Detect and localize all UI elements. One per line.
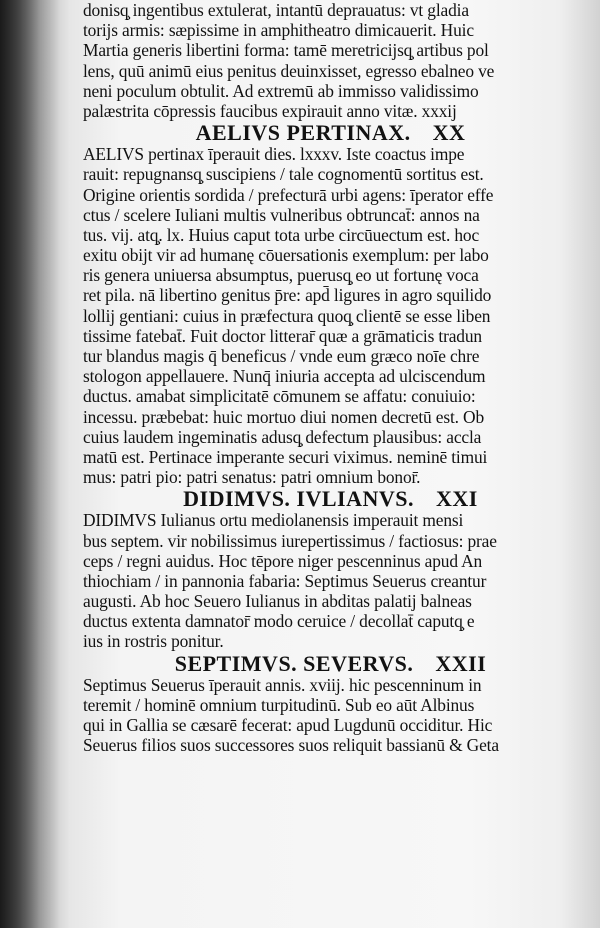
chapter-number: XXI: [436, 486, 478, 512]
text-line: Seuerus filios suos successores suos reliquit bassianū & Geta: [83, 735, 499, 756]
text-line: mus: patri pio: patri senatus: patri omnium bonor̄.: [83, 467, 421, 488]
text-line: ductus. amabat simplicitatē cōmunem se affatu: conuiuio:: [83, 386, 476, 407]
text-line: rauit: repugnansq̧ suscipiens / tale cognomentū sortitus est.: [83, 164, 484, 185]
chapter-title: AELIVS PERTINAX.: [195, 120, 411, 146]
text-line: augusti. Ab hoc Seuero Iulianus in abditas palatij balneas: [83, 591, 472, 612]
chapter-title: SEPTIMVS. SEVERVS.: [174, 650, 414, 676]
text-line: Origine orientis sordida / prefecturā urbi agens: īperator effe: [83, 184, 494, 205]
text-line: torijs armis: sæpissime in amphitheatro dimicauerit. Huic: [83, 20, 474, 41]
text-line: Septimus Seuerus īperauit annis. xviij. hic pescenninum in: [83, 674, 482, 695]
text-line: incessu. præbebat: huic mortuo diui nomen decretū est. Ob: [83, 406, 485, 427]
text-line: tissime fatebat̄. Fuit doctor litterar̄ quæ a grāmaticis tradun: [83, 325, 482, 346]
text-line: AELIVS pertinax īperauit dies. lxxxv. Iste coactus impe: [83, 144, 465, 165]
text-line: cuius laudem ingeminatis adusq̧ defectum plausibus: accla: [83, 426, 482, 447]
chapter-heading: [83, 488, 578, 510]
binding-gutter-shadow: [0, 0, 60, 928]
text-line: lens, quū animū eius penitus deuinxisset, egresso ebalneo ve: [83, 60, 495, 81]
text-line: ret pila. nā libertino genitus p̄re: apd̄ ligures in agro squilido: [83, 285, 492, 306]
text-line: ctus / scelere Iuliani multis vulneribus obtruncat̄: annos na: [83, 204, 480, 225]
text-line: Martia generis libertini forma: tamē meretricijsq̧ artibus pol: [83, 40, 489, 61]
text-line: ceps / regni auidus. Hoc tēpore niger pescenninus apud An: [83, 550, 483, 571]
text-line: neni poculum obtulit. Ad extremū ab immisso validissimo: [83, 80, 479, 101]
text-line: qui in Gallia se cæsarē fecerat: apud Lugdunū occiditur. Hic: [83, 715, 493, 735]
chapter-title: DIDIMVS. IVLIANVS.: [183, 486, 415, 512]
text-line: lollij gentiani: cuius in præfectura quoq̧ clientē se esse liben: [83, 305, 491, 326]
text-line: teremit / hominē omnium turpitudinū. Sub eo aūt Albinus: [83, 694, 475, 715]
text-line: palæstrita cōpressis faucibus expirauit anno vitæ. xxxij: [83, 100, 457, 121]
text-line: matū est. Pertinace imperante securi viximus. neminē timui: [83, 446, 488, 467]
chapter-number: XXII: [435, 650, 487, 676]
page-text-column: [83, 0, 578, 755]
text-line: tur blandus magis q̄ beneficus / vnde eum græco noīe chre: [83, 346, 480, 366]
chapter-heading: [83, 650, 578, 676]
text-line: ris genera uniuersa absumptus, puerusq̧ eo ut fortunę voca: [83, 265, 479, 286]
text-line: thiochiam / in pannonia fabaria: Septimus Seuerus creantur: [83, 570, 487, 591]
text-line: bus septem. vir nobilissimus iurepertissimus / factiosus: prae: [83, 530, 497, 551]
text-line: ductus extenta damnator̄ modo ceruice / decollat̄ caputq̧ e: [83, 611, 475, 632]
text-line: DIDIMVS Iulianus ortu mediolanensis imperauit mensi: [83, 510, 464, 531]
chapter-number: XX: [432, 120, 466, 146]
text-line: ius in rostris ponitur.: [83, 631, 224, 652]
text-line: donisq̧ ingentibus extulerat, intantū deprauatus: vt gladia: [83, 0, 469, 20]
text-line: tus. vij. atq̧. lx. Huius caput tota urbe circūuectum est. hoc: [83, 224, 480, 245]
text-line: stologon appellauere. Nunq̄ iniuria accepta ad ulciscendum: [83, 366, 486, 387]
text-line: exitu obijt vir ad humanę cōuersationis exemplum: per labo: [83, 245, 489, 266]
chapter-heading: [83, 122, 578, 144]
